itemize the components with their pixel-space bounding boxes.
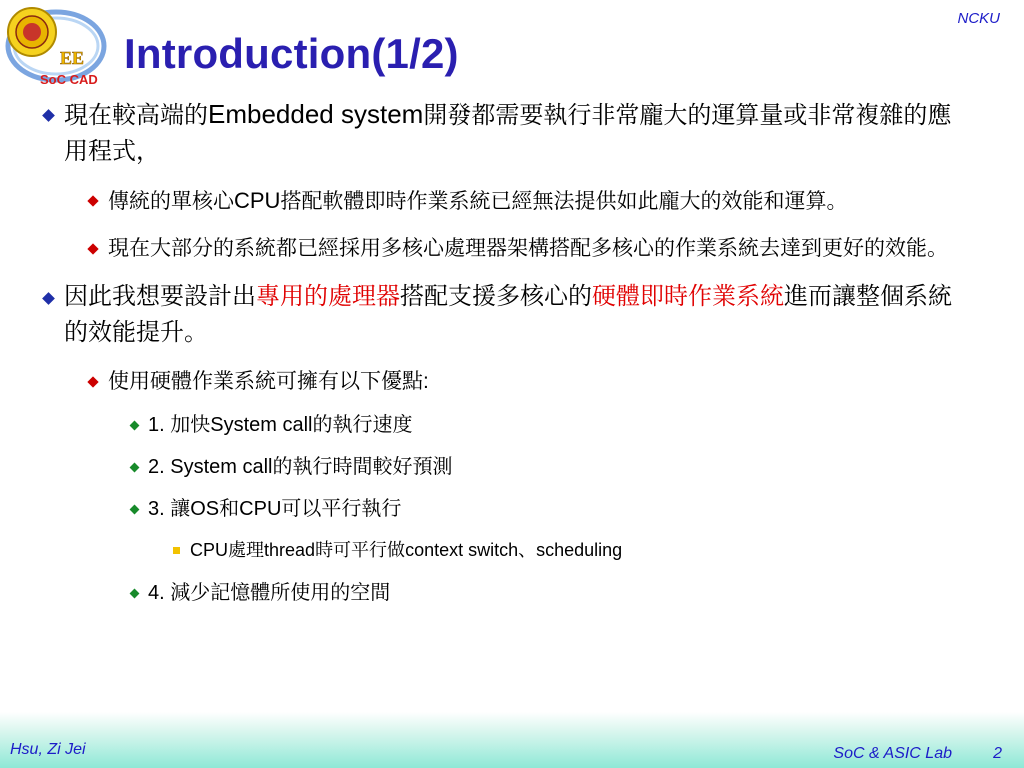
bullet-item-advantages-intro bbox=[0, 365, 988, 398]
bullet-text-term: System call bbox=[170, 456, 273, 478]
bullet-text: 現在大部分的系統都已經採用多核心處理器架構搭配多核心的作業系統去達到更好的效能。 bbox=[108, 237, 948, 260]
diamond-bullet-icon bbox=[42, 292, 55, 305]
footer-lab-name: SoC & ASIC Lab bbox=[833, 745, 952, 762]
bullet-text-term: Embedded system bbox=[208, 99, 424, 129]
bullet-item-multicore-systems bbox=[0, 232, 988, 265]
square-bullet-icon bbox=[173, 547, 180, 554]
bullet-text: 使用硬體作業系統可擁有以下優點: bbox=[108, 370, 429, 393]
bullet-text: 可以平行執行 bbox=[281, 498, 402, 520]
bullet-item-advantage-1 bbox=[0, 412, 988, 438]
item-number: 3. bbox=[148, 498, 171, 520]
page-number: 2 bbox=[993, 745, 1002, 762]
bullet-item-advantage-3 bbox=[0, 496, 988, 522]
diamond-bullet-icon bbox=[130, 463, 140, 473]
bullet-text-term: System call bbox=[210, 414, 313, 436]
bullet-text-term: CPU bbox=[239, 498, 282, 520]
bullet-text: 的執行速度 bbox=[312, 414, 413, 436]
bullet-text: 的執行時間較好預測 bbox=[272, 456, 453, 478]
logo-ee-text: EE bbox=[60, 48, 85, 68]
item-number: 1. bbox=[148, 414, 171, 436]
bullet-item-single-core-cpu bbox=[0, 184, 988, 218]
diamond-bullet-icon bbox=[42, 109, 55, 122]
bullet-item-advantage-2 bbox=[0, 454, 988, 480]
bullet-text-term: OS bbox=[190, 498, 220, 520]
diamond-bullet-icon bbox=[130, 589, 140, 599]
item-number: 4. bbox=[148, 582, 171, 604]
ncku-ee-soc-cad-logo bbox=[4, 2, 114, 92]
diamond-bullet-icon bbox=[130, 421, 140, 431]
highlight-text-hardware-rtos: 硬體即時作業系統 bbox=[592, 283, 784, 310]
bullet-text-term: thread bbox=[264, 540, 316, 560]
bullet-text: 進而讓整個系統的效能提升。 bbox=[64, 283, 952, 346]
bullet-item-embedded-systems bbox=[0, 96, 964, 170]
logo-emblem bbox=[4, 2, 114, 92]
diamond-bullet-icon bbox=[130, 505, 140, 515]
bullet-text: 讓 bbox=[170, 498, 191, 520]
bullet-text: 減少記憶體所使用的空間 bbox=[170, 582, 391, 604]
org-label: NCKU bbox=[957, 10, 1000, 27]
bullet-text-term: CPU bbox=[234, 188, 281, 213]
bullet-text: 時可平行做 bbox=[315, 540, 406, 560]
logo-soc-cad-text: SoC CAD bbox=[40, 72, 98, 87]
bullet-text: 處理 bbox=[228, 540, 265, 560]
bullet-text-term: CPU bbox=[190, 540, 229, 560]
bullet-text: 搭配支援多核心的 bbox=[400, 283, 592, 310]
diamond-bullet-icon bbox=[87, 195, 98, 206]
diamond-bullet-icon bbox=[87, 376, 98, 387]
bullet-text-term: context switch、scheduling bbox=[405, 540, 623, 560]
bullet-text: 搭配軟體即時作業系統已經無法提供如此龐大的效能和運算。 bbox=[280, 190, 848, 213]
bullet-text: 現在較高端的 bbox=[64, 102, 208, 129]
bullet-item-advantage-3-detail bbox=[0, 538, 990, 562]
slide-content bbox=[0, 96, 1024, 622]
bullet-text: 加快 bbox=[170, 414, 211, 436]
bullet-text: 開發都需要執行非常龐大的運算量或非常複雜的應用程式， bbox=[64, 102, 952, 165]
bullet-text: 和 bbox=[219, 498, 240, 520]
highlight-text-processor: 專用的處理器 bbox=[256, 283, 400, 310]
bullet-text: 傳統的單核心 bbox=[108, 190, 234, 213]
diamond-bullet-icon bbox=[87, 243, 98, 254]
bullet-text: 因此我想要設計出 bbox=[64, 283, 256, 310]
item-number: 2. bbox=[148, 456, 171, 478]
bullet-item-design-goal bbox=[0, 279, 964, 351]
bullet-item-advantage-4 bbox=[0, 580, 988, 606]
slide-title: Introduction(1/2) bbox=[124, 30, 459, 77]
footer-author: Hsu, Zi Jei bbox=[10, 741, 86, 758]
